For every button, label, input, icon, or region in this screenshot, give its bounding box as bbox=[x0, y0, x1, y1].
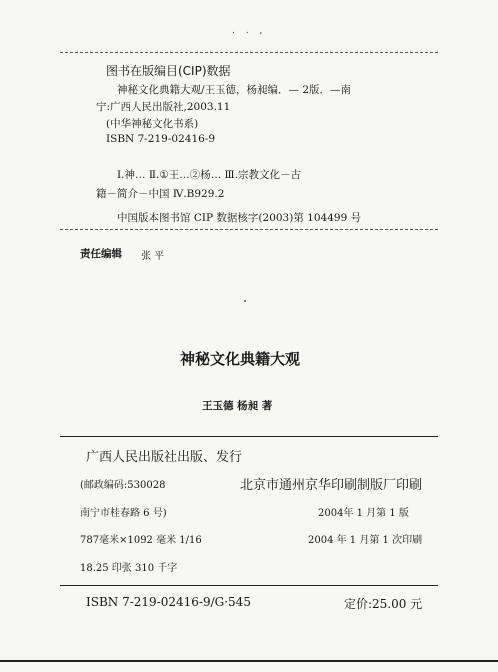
editor-name: 张 平 bbox=[141, 251, 165, 262]
footer-top-rule bbox=[60, 585, 438, 586]
publisher-address: 南宁市桂春路 6 号) bbox=[80, 508, 167, 519]
center-dot bbox=[244, 300, 246, 302]
print-sheets: 18.25 印张 310 千字 bbox=[80, 563, 178, 574]
cip-bottom-divider bbox=[60, 229, 438, 230]
cip-line-4: ISBN 7-219-02416-9 bbox=[106, 133, 216, 145]
cip-classification-2: 籍－简介－中国 Ⅳ.B929.2 bbox=[96, 188, 225, 200]
cip-classification-1: Ⅰ.神… Ⅱ.①王…②杨… Ⅲ.宗教文化－古 bbox=[117, 169, 302, 181]
book-title: 神秘文化典籍大观 bbox=[180, 350, 301, 368]
publisher-top-rule bbox=[60, 436, 438, 437]
footer-isbn: ISBN 7-219-02416-9/G·545 bbox=[86, 595, 251, 609]
publisher-postcode: (邮政编码:530028 bbox=[80, 480, 166, 491]
top-marks: . . , bbox=[232, 26, 267, 36]
cip-record-number: 中国版本图书馆 CIP 数据核字(2003)第 104499 号 bbox=[117, 212, 362, 224]
editor-label: 责任编辑 bbox=[80, 248, 122, 260]
cip-line-3: (中华神秘文化书系) bbox=[106, 118, 199, 130]
cip-line-1: 神秘文化典籍大观/王玉德，杨昶编．— 2版．—南 bbox=[117, 84, 352, 96]
page-bottom-edge bbox=[0, 660, 498, 662]
edition-info: 2004年 1 月第 1 版 bbox=[318, 508, 409, 519]
cip-top-divider bbox=[60, 52, 438, 53]
cip-heading: 图书在版编目(CIP)数据 bbox=[106, 64, 231, 78]
book-authors: 王玉德 杨昶 著 bbox=[202, 400, 273, 412]
publisher-name: 广西人民出版社出版、发行 bbox=[86, 450, 243, 465]
printing-info: 2004 年 1 月第 1 次印刷 bbox=[308, 535, 423, 546]
printer-name: 北京市通州京华印刷制版厂印刷 bbox=[240, 478, 423, 493]
book-format: 787毫米×1092 毫米 1/16 bbox=[80, 535, 202, 546]
cip-line-2: 宁:广西人民出版社,2003.11 bbox=[96, 101, 231, 113]
footer-price: 定价:25.00 元 bbox=[344, 597, 423, 611]
